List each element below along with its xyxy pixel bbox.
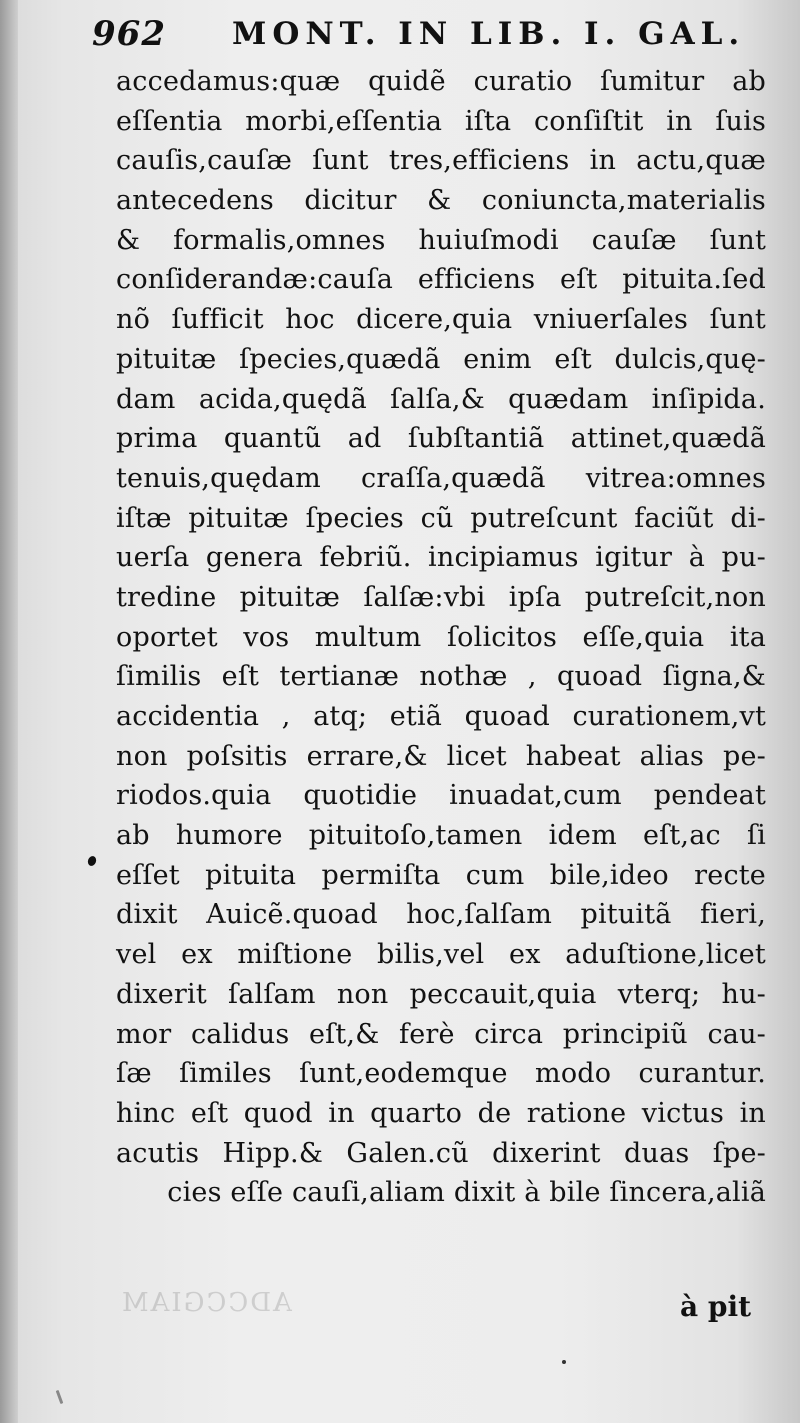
paper-speck (562, 1360, 566, 1364)
text-line: vel ex miſtione bilis,vel ex aduſtione,licet (116, 939, 766, 971)
text-line: non poſsitis errare,& licet habeat alias pe- (116, 740, 766, 772)
body-text (116, 62, 766, 1213)
bleed-through-text: ADCCGIAM (120, 1288, 292, 1318)
text-line: oportet vos multum ſolicitos eſſe,quia ita (116, 621, 766, 653)
text-line: cauſis,cauſæ ſunt tres,efficiens in actu,quæ (116, 145, 766, 177)
catchword: à pit (680, 1290, 752, 1323)
text-line: tenuis,quędam craſſa,quædã vitrea:omnes (116, 462, 766, 494)
text-line: uerſa genera febriũ. incipiamus igitur à pu- (116, 542, 766, 574)
text-line: ab humore pituitoſo,tamen idem eſt,ac ſi (116, 820, 766, 852)
page-number: 962 (92, 14, 166, 54)
text-line: hinc eſt quod in quarto de ratione victus in (116, 1097, 766, 1129)
text-line: antecedens dicitur & coniuncta,materialis (116, 185, 766, 217)
running-head (92, 14, 792, 58)
text-line: dam acida,quędã ſalſa,& quædam inſipida. (116, 383, 766, 415)
text-line: mor calidus eſt,& ferè circa principiũ cau- (116, 1018, 766, 1050)
text-line: riodos.quia quotidie inuadat,cum pendeat (116, 780, 766, 812)
text-line: prima quantũ ad ſubſtantiã attinet,quædã (116, 423, 766, 455)
text-line: nõ ſufficit hoc dicere,quia vniuerſales ſunt (116, 304, 766, 336)
text-line: conſiderandæ:cauſa efficiens eſt pituita.ſed (116, 264, 766, 296)
marginal-ink-mark (87, 855, 98, 867)
text-line: eſſet pituita permiſta cum bile,ideo recte (116, 859, 766, 891)
text-line: cies eſſe cauſi,aliam dixit à bile ſincera,aliã (167, 1177, 766, 1209)
text-line: dixerit ſalſam non peccauit,quia vterq; hu- (116, 978, 766, 1010)
text-line: iſtæ pituitæ ſpecies cũ putreſcunt faciũt di- (116, 502, 766, 534)
page-gutter-shadow (0, 0, 18, 1423)
text-line: accidentia , atq; etiã quoad curationem,vt (116, 701, 766, 732)
text-line: pituitæ ſpecies,quædã enim eſt dulcis,quę- (116, 343, 766, 375)
text-line: dixit Auicẽ.quoad hoc,ſalſam pituitã fieri, (116, 899, 766, 931)
text-line: accedamus:quæ quidẽ curatio ſumitur ab (116, 66, 766, 97)
text-line: ſimilis eſt tertianæ nothæ , quoad ſigna,& (116, 661, 766, 693)
text-line: eſſentia morbi,eſſentia iſta conſiſtit in ſuis (116, 105, 766, 137)
text-line: acutis Hipp.& Galen.cũ dixerint duas ſpe- (116, 1137, 766, 1169)
running-title: MONT. IN LIB. I. GAL. (232, 16, 746, 52)
text-line: tredine pituitæ ſalſæ:vbi ipſa putreſcit,non (116, 581, 766, 613)
text-line: & formalis,omnes huiuſmodi cauſæ ſunt (116, 224, 766, 256)
paper-speck (56, 1390, 64, 1404)
text-line: ſæ ſimiles ſunt,eodemque modo curantur. (116, 1058, 766, 1090)
